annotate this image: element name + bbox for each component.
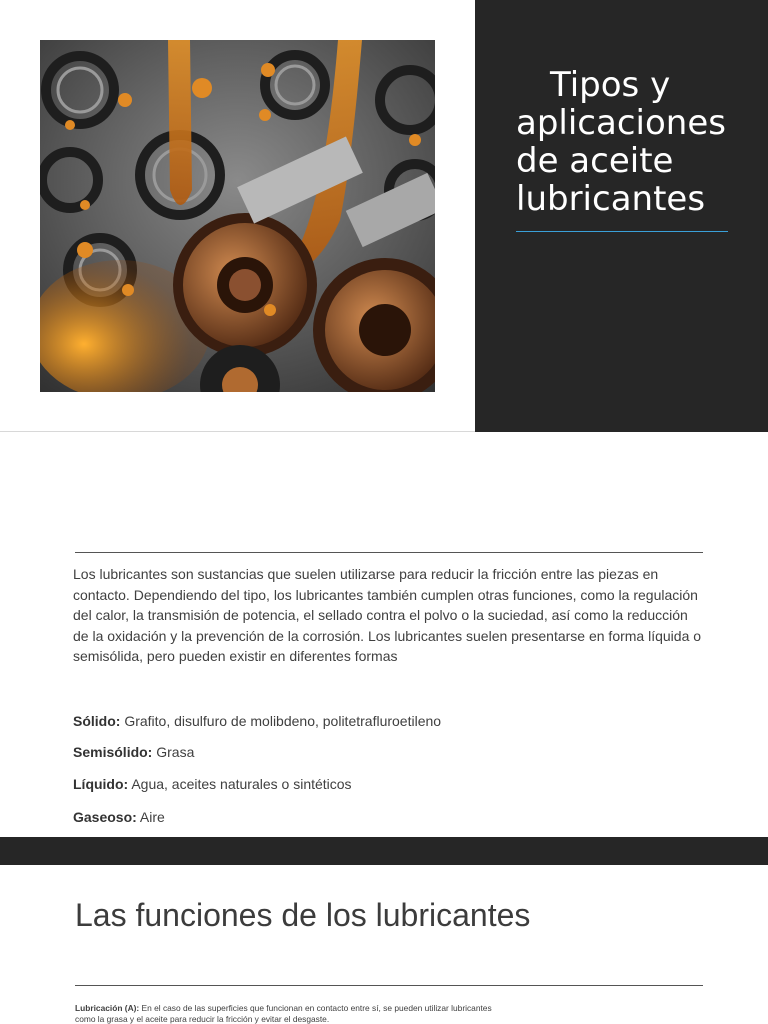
section-divider: [75, 985, 703, 986]
slide-title-line: lubricantes: [516, 179, 706, 219]
item-text: Grasa: [152, 744, 195, 760]
item-text: Aire: [136, 809, 165, 825]
gears-oil-image: [40, 40, 435, 392]
title-accent-line: [516, 231, 728, 232]
section-divider: [75, 552, 703, 553]
item-label: Líquido:: [73, 776, 129, 792]
slide-title-line: de aceite: [516, 141, 674, 181]
slide-title-line: aplicaciones: [516, 103, 726, 143]
item-text: Grafito, disulfuro de molibdeno, politetrafluroetileno: [120, 713, 442, 729]
list-item: [73, 809, 165, 825]
bullet-body: En el caso de las superficies que funcionan en contacto entre sí, se pueden utilizar lubricantes como la grasa y el aceite para reducir la fricción y evitar el desgaste.: [75, 1003, 492, 1024]
bullet-label: Lubricación (A):: [75, 1003, 140, 1013]
list-item: [73, 744, 194, 760]
item-label: Semisólido:: [73, 744, 153, 760]
title-slide: [0, 0, 768, 432]
list-item: [73, 776, 352, 792]
list-item: [73, 713, 441, 729]
item-text: Agua, aceites naturales o sintéticos: [128, 776, 352, 792]
intro-paragraph: Los lubricantes son sustancias que suelen utilizarse para reducir la fricción entre las piezas en contacto. Dependiendo del tipo, los lubricantes también cumplen otras funciones, como la regulación del calor, la transmisión de potencia, el sellado contra el polvo o la suciedad, así como la reducción de la oxidación y la prevención de la corrosión. Los lubricantes suelen presentarse en forma líquida o semisólida, pero pueden existir en diferentes formas: [73, 566, 702, 665]
item-label: Sólido:: [73, 713, 121, 729]
slide-title-line: Tipos y: [550, 65, 671, 105]
bullet-text: [75, 1003, 495, 1024]
section-title: Las funciones de los lubricantes: [75, 897, 531, 933]
gears-oil-illustration: [40, 40, 435, 392]
slide-separator-band: [0, 837, 768, 865]
item-label: Gaseoso:: [73, 809, 137, 825]
slide-title: [516, 66, 746, 218]
